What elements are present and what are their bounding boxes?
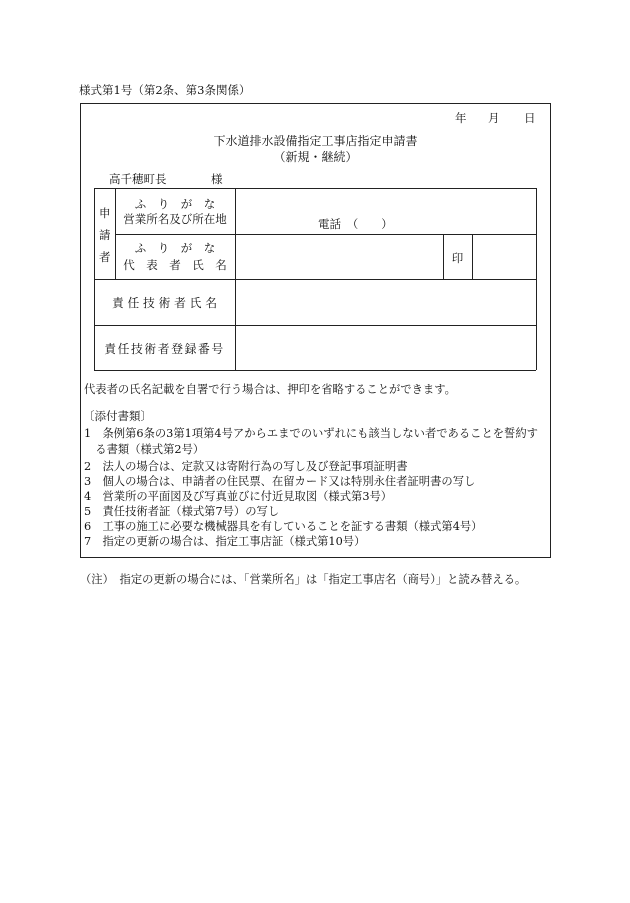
seal-omission-note: 代表者の氏名記載を自署で行う場合は、押印を省略することができます。 — [84, 383, 456, 396]
attachment-item-continuation: る書類（様式第2号） — [84, 443, 205, 456]
form-title: 下水道排水設備指定工事店指定申請書 — [213, 134, 418, 148]
office-name-address-label: 営業所名及び所在地 — [123, 212, 227, 226]
date-month-label: 月 — [488, 111, 500, 125]
applicant-side-char-1: 申 — [99, 206, 111, 220]
rep-name-label: 代 表 者 氏 名 — [123, 258, 227, 272]
applicant-side-char-2: 請 — [99, 228, 111, 242]
seal-label: 印 — [451, 251, 464, 265]
date-day-label: 日 — [524, 111, 536, 125]
attachment-item: 4 営業所の平面図及び写真並びに付近見取図（様式第3号） — [84, 490, 393, 503]
attachment-item: 6 工事の施工に必要な機械器具を有していることを証する書類（様式第4号） — [84, 520, 483, 533]
rep-furigana-label: ふ り が な — [134, 241, 216, 255]
office-furigana-label: ふ り が な — [134, 197, 216, 211]
applicant-side-char-3: 者 — [99, 250, 111, 264]
attachment-item: 3 個人の場合は、申請者の住民票、在留カード又は特別永住者証明書の写し — [84, 475, 476, 488]
form-number: 様式第1号（第2条、第3条関係） — [79, 83, 251, 97]
attachment-item: 1 条例第6条の3第1項第4号アからエまでのいずれにも該当しない者であることを誓約す — [84, 427, 538, 440]
engineer-registration-label: 責任技術者登録番号 — [104, 342, 225, 356]
attachments-heading: 〔添付書類〕 — [83, 409, 152, 423]
addressee-name: 高千穂町長 — [109, 172, 167, 186]
attachment-item: 2 法人の場合は、定款又は寄附行為の写し及び登記事項証明書 — [84, 460, 408, 473]
date-year-label: 年 — [455, 111, 467, 125]
addressee-honorific: 様 — [211, 172, 223, 186]
phone-label: 電話 （ ） — [318, 217, 393, 231]
attachment-item: 5 責任技術者証（様式第7号）の写し — [84, 505, 280, 518]
footnote: （注） 指定の更新の場合には、「営業所名」は「指定工事店名（商号）」と読み替える。 — [80, 573, 527, 586]
attachment-item: 7 指定の更新の場合は、指定工事店証（様式第10号） — [84, 535, 366, 548]
form-subtitle: （新規・継続） — [273, 150, 358, 164]
engineer-name-label: 責 任 技 術 者 氏 名 — [111, 296, 218, 310]
